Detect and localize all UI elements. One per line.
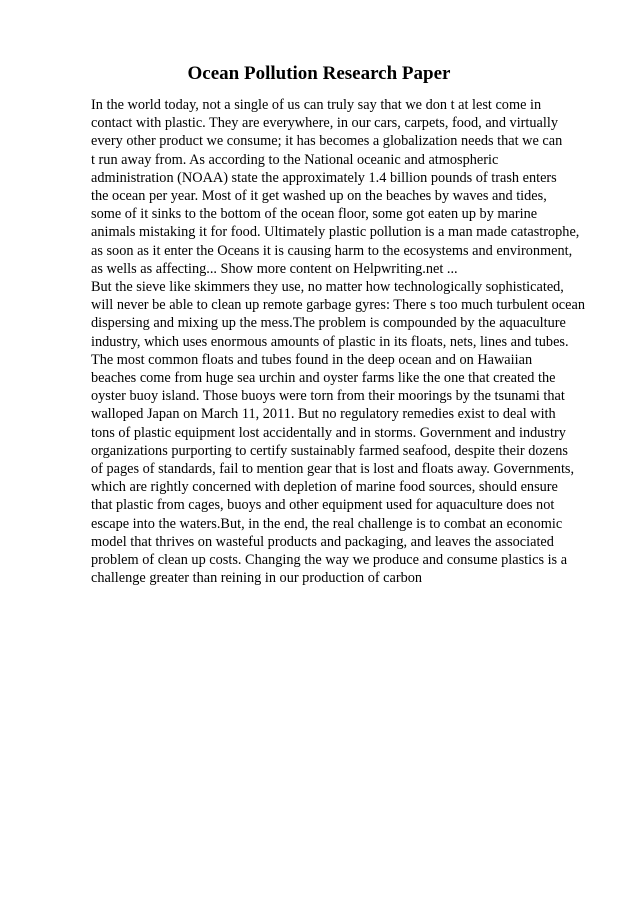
text-line: as wells as affecting... Show more content on Helpwriting.net ... [91, 260, 458, 277]
text-line: challenge greater than reining in our production of carbon [91, 570, 423, 587]
page-title: Ocean Pollution Research Paper [187, 63, 451, 84]
text-line: industry, which uses enormous amounts of plastic in its floats, nets, lines and tubes. [91, 333, 569, 350]
text-line: some of it sinks to the bottom of the ocean floor, some got eaten up by marine [91, 206, 538, 223]
text-line: tons of plastic equipment lost accidentally and in storms. Government and industry [91, 424, 566, 441]
text-line: oyster buoy island. Those buoys were torn from their moorings by the tsunami that [91, 388, 565, 405]
text-line: But the sieve like skimmers they use, no matter how technologically sophisticated, [91, 279, 564, 296]
text-line: walloped Japan on March 11, 2011. But no regulatory remedies exist to deal with [91, 406, 556, 423]
text-line: organizations purporting to certify sustainably farmed seafood, despite their dozens [91, 442, 568, 459]
text-line: escape into the waters.But, in the end, the real challenge is to combat an economic [91, 515, 563, 532]
text-line: that plastic from cages, buoys and other equipment used for aquaculture does not [91, 497, 555, 514]
text-line: animals mistaking it for food. Ultimately plastic pollution is a man made catastrophe, [91, 224, 580, 241]
text-line: beaches come from huge sea urchin and oyster farms like the one that created the [91, 370, 556, 387]
text-line: dispersing and mixing up the mess.The problem is compounded by the aquaculture [91, 315, 566, 332]
text-line: the ocean per year. Most of it get washed up on the beaches by waves and tides, [91, 188, 547, 205]
text-line: problem of clean up costs. Changing the way we produce and consume plastics is a [91, 552, 568, 569]
text-line: administration (NOAA) state the approximately 1.4 billion pounds of trash enters [91, 169, 557, 186]
text-line: will never be able to clean up remote garbage gyres: There s too much turbulent ocean [91, 297, 585, 314]
text-line: as soon as it enter the Oceans it is causing harm to the ecosystems and environment, [91, 242, 573, 259]
text-line: contact with plastic. They are everywhere, in our cars, carpets, food, and virtually [91, 115, 558, 132]
text-line: The most common floats and tubes found in the deep ocean and on Hawaiian [91, 351, 533, 368]
text-line: every other product we consume; it has becomes a globalization needs that we can [91, 133, 563, 150]
body-text [91, 96, 606, 587]
text-line: which are rightly concerned with depletion of marine food sources, should ensure [91, 479, 558, 496]
text-line: model that thrives on wasteful products and packaging, and leaves the associated [91, 533, 554, 550]
text-line: t run away from. As according to the National oceanic and atmospheric [91, 151, 499, 168]
text-line: of pages of standards, fail to mention gear that is lost and floats away. Governments, [91, 461, 575, 478]
text-line: In the world today, not a single of us can truly say that we don t at lest come in [91, 97, 542, 113]
